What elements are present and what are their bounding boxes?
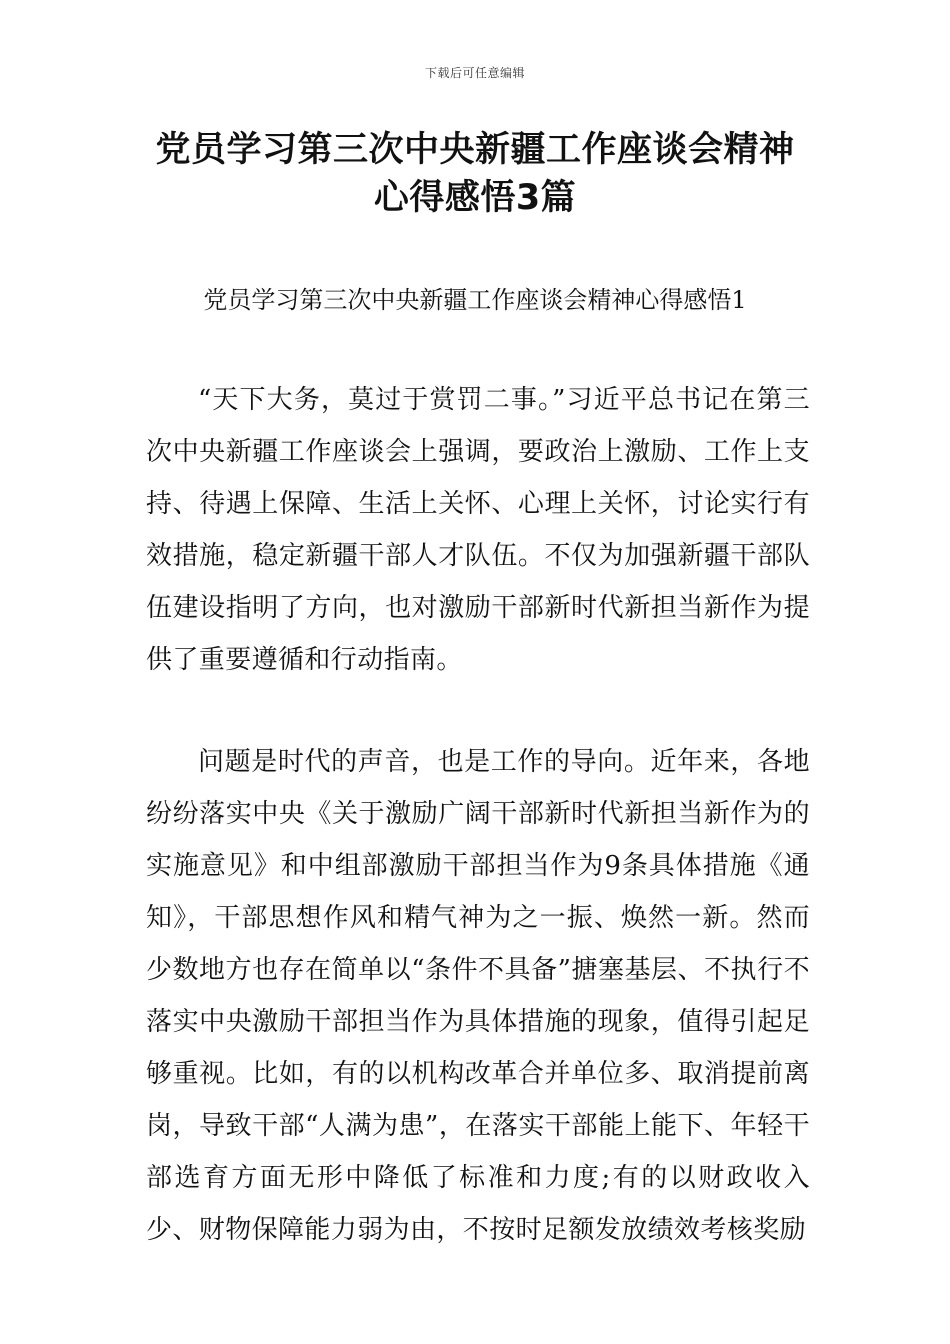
- paragraph-2: 问题是时代的声音，也是工作的导向。近年来，各地纷纷落实中央《关于激励广阔干部新时代新担当新作为的实施意见》和中组部激励干部担当作为9条具体措施《通知》，干部思想作风和精气神为之一振、焕然一新。然而少数地方也存在简单以“条件不具备”搪塞基层、不执行不落实中央激励干部担当作为具体措施的现象，值得引起足够重视。比如，有的以机构改革合并单位多、取消提前离岗，导致干部“人满为患”，在落实干部能上能下、年轻干部选育方面无形中降低了标准和力度;有的以财政收入少、财物保障能力弱为由，不按时足额发放绩效考核奖励: [146, 747, 810, 1245]
- document-title-line-1: 党员学习第三次中央新疆工作座谈会精神: [155, 130, 795, 170]
- paragraph-1: “天下大务，莫过于赏罚二事。”习近平总书记在第三次中央新疆工作座谈会上强调，要政治上激励、工作上支持、待遇上保障、生活上关怀、心理上关怀，讨论实行有效措施，稳定新疆干部人才队伍。不仅为加强新疆干部队伍建设指明了方向，也对激励干部新时代新担当新作为提供了重要遵循和行动指南。: [146, 385, 810, 675]
- section-subtitle: 党员学习第三次中央新疆工作座谈会精神心得感悟1: [203, 286, 747, 314]
- document-title-line-2: 心得感悟3篇: [373, 178, 577, 218]
- header-note: 下载后可任意编辑: [424, 66, 525, 80]
- document-title: [120, 126, 830, 222]
- body-text: [146, 374, 810, 1256]
